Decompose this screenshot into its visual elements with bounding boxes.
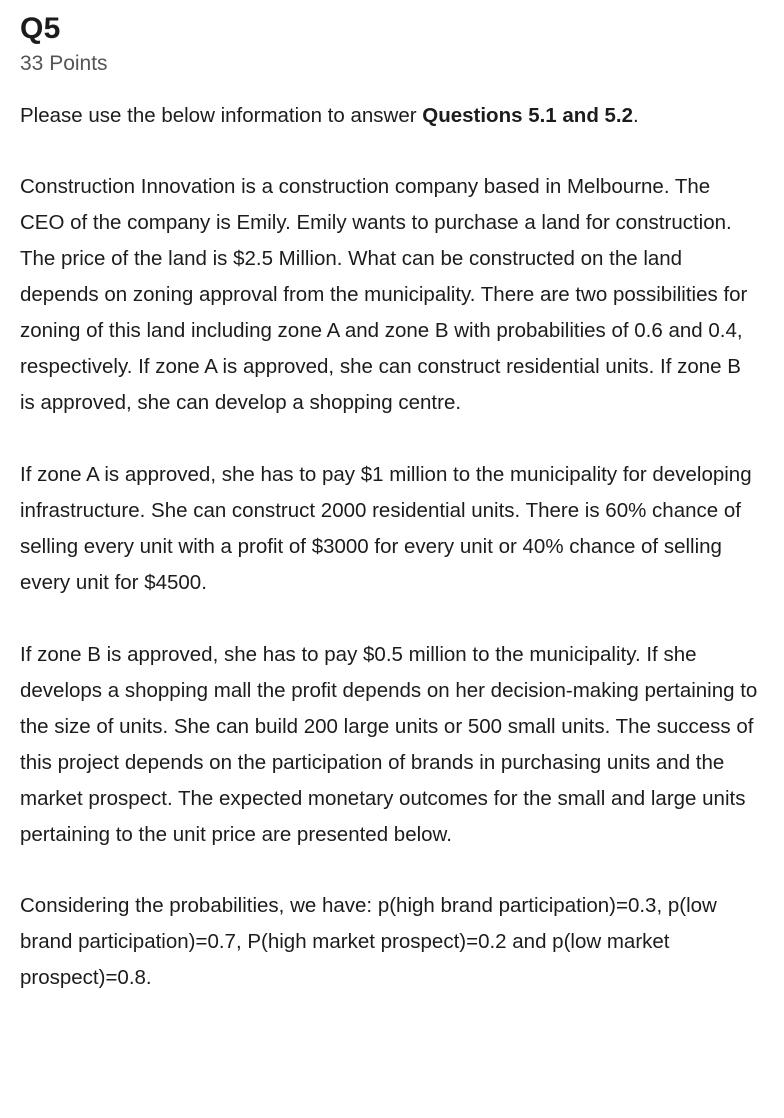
paragraph-probabilities: Considering the probabilities, we have: p(high brand participation)=0.3, p(low brand participation)=0.7, P(high market prospect)=0.2 and p(low market prospect)=0.8. bbox=[20, 894, 717, 989]
intro-prefix: Please use the below information to answer bbox=[20, 104, 423, 127]
question-panel bbox=[20, 0, 760, 996]
paragraph-zone-a: If zone A is approved, she has to pay $1 million to the municipality for developing infrastructure. She can construct 2000 residential units. There is 60% chance of selling every unit with a profit of $3000 for every unit or 40% chance of selling every unit for $4500. bbox=[20, 463, 752, 594]
paragraph-company-background: Construction Innovation is a construction company based in Melbourne. The CEO of the company is Emily. Emily wants to purchase a land for construction. The price of the land is $2.5 Million. What can be constructed on the land depends on zoning approval from the municipality. There are two possibilities for zoning of this land including zone A and zone B with probabilities of 0.6 and 0.4, respectively. If zone A is approved, she can construct residential units. If zone B is approved, she can develop a shopping centre. bbox=[20, 175, 748, 414]
intro-suffix: . bbox=[633, 104, 639, 127]
intro-text bbox=[20, 98, 760, 134]
question-points: 33 Points bbox=[20, 52, 108, 75]
question-title: Q5 bbox=[20, 12, 61, 45]
paragraph-zone-b: If zone B is approved, she has to pay $0.5 million to the municipality. If she develops a shopping mall the profit depends on her decision-making pertaining to the size of units. She can build 200 large units or 500 small units. The success of this project depends on the participation of brands in purchasing units and the market prospect. The expected monetary outcomes for the small and large units pertaining to the unit price are presented below. bbox=[20, 643, 758, 846]
intro-questions-ref: Questions 5.1 and 5.2 bbox=[422, 104, 634, 127]
